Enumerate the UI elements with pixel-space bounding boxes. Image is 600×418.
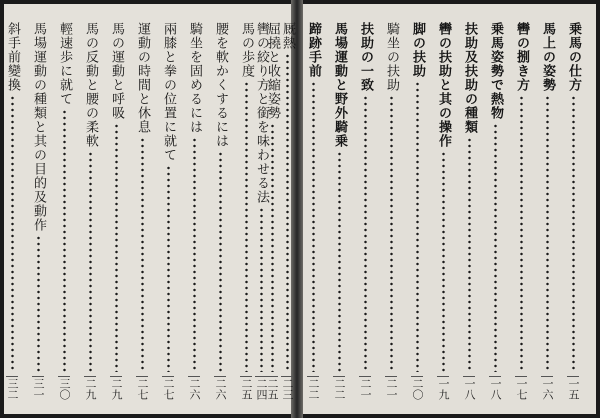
toc-entry-page-number: 二四 (255, 378, 268, 400)
dot-leader (193, 137, 196, 372)
toc-entry (155, 22, 181, 400)
toc-entry-page-number: 二五 (240, 378, 253, 400)
toc-entry (0, 22, 25, 400)
dot-leader (546, 95, 549, 372)
dot-leader (520, 95, 523, 372)
toc-entry (129, 22, 155, 400)
toc-entry (404, 22, 430, 400)
left-toc-list (0, 22, 285, 400)
toc-entry-page-number: 二九 (84, 378, 97, 400)
dot-leader (115, 123, 118, 372)
dot-leader (338, 151, 341, 372)
toc-entry-title: 馬の反動と腰の柔軟 (83, 22, 98, 148)
toc-entry-page-number: 三〇 (58, 378, 71, 400)
toc-entry (181, 22, 207, 400)
dot-leader (286, 53, 289, 372)
toc-entry (456, 22, 482, 400)
dot-leader (468, 137, 471, 372)
toc-entry-page-number: 一九 (437, 378, 450, 400)
toc-entry-title: 馬の運動と呼吸 (109, 22, 124, 120)
toc-entry-page-number: 三一 (32, 378, 45, 400)
toc-entry-page-number: 二九 (110, 378, 123, 400)
toc-entry-page-number: 一七 (515, 378, 528, 400)
toc-entry-title: 輕速歩に就て (57, 22, 72, 106)
toc-entry-title: 馬場運動の種類と其の目的及動作 (31, 22, 46, 232)
toc-entry (560, 22, 586, 400)
toc-entry-page-number: 二五 (266, 378, 279, 400)
toc-entry-title: 轡の捌き方 (514, 22, 529, 92)
toc-entry (482, 22, 508, 400)
toc-entry-title: 轡の扶助と其の操作 (436, 22, 451, 148)
dot-leader (11, 95, 14, 372)
toc-entry-page-number: 二一 (359, 378, 372, 400)
toc-entry (508, 22, 534, 400)
toc-entry-page-number: 二七 (136, 378, 149, 400)
toc-entry-title: 騎坐の扶助 (384, 22, 399, 92)
toc-entry-title: 轡の絞り方と銜を味わせる法 (254, 22, 269, 204)
toc-entry (248, 22, 274, 400)
toc-entry-page-number: 二六 (188, 378, 201, 400)
toc-entry (25, 22, 51, 400)
toc-entry (534, 22, 560, 400)
toc-entry (77, 22, 103, 400)
toc-entry (51, 22, 77, 400)
dot-leader (312, 81, 315, 372)
toc-entry (326, 22, 352, 400)
toc-entry (430, 22, 456, 400)
toc-entry-page-number: 一六 (541, 378, 554, 400)
toc-entry-title: 運動の時間と休息 (135, 22, 150, 134)
toc-entry-title: 騎坐を固めるには (187, 22, 202, 134)
toc-entry-page-number: 二二 (333, 378, 346, 400)
toc-entry-title: 馬の歩度 (239, 22, 254, 78)
toc-entry-title: 厩熱 (280, 22, 295, 50)
toc-entry-page-number: 二二 (307, 378, 320, 400)
dot-leader (442, 151, 445, 372)
dot-leader (416, 81, 419, 372)
toc-entry (103, 22, 129, 400)
toc-entry-title: 脚の扶助 (410, 22, 425, 78)
toc-entry-title: 腰を軟かくするには (213, 22, 228, 148)
dot-leader (364, 95, 367, 372)
toc-entry-title: 乗馬姿勢で熱物 (488, 22, 503, 120)
toc-entry (352, 22, 378, 400)
toc-entry-title: 扶助の一致 (358, 22, 373, 92)
dot-leader (141, 137, 144, 372)
toc-entry-page-number: 一八 (463, 378, 476, 400)
toc-entry-page-number: 二三 (281, 378, 294, 400)
toc-entry-title: 馬上の姿勢 (540, 22, 555, 92)
dot-leader (89, 151, 92, 372)
toc-entry-page-number: 二七 (162, 378, 175, 400)
toc-entry-title: 蹄跡手前 (306, 22, 321, 78)
dot-leader (167, 165, 170, 372)
toc-entry-page-number: 一五 (567, 378, 580, 400)
toc-entry-title: 兩膝と拳の位置に就て (161, 22, 176, 162)
toc-entry-page-number: 一八 (489, 378, 502, 400)
toc-entry-title: 乗馬の仕方 (566, 22, 581, 92)
right-toc-list (248, 22, 586, 400)
dot-leader (37, 235, 40, 372)
toc-entry (207, 22, 233, 400)
dot-leader (572, 95, 575, 372)
dot-leader (260, 207, 263, 372)
toc-entry-page-number: 三二 (6, 378, 19, 400)
toc-entry-page-number: 二〇 (411, 378, 424, 400)
dot-leader (390, 95, 393, 372)
toc-entry (274, 22, 300, 400)
dot-leader (219, 151, 222, 372)
toc-entry-page-number: 二一 (385, 378, 398, 400)
toc-entry-title: 屈撓と收縮姿勢 (265, 22, 280, 120)
toc-entry-title: 馬場運動と野外騎乗 (332, 22, 347, 148)
toc-entry-page-number: 二六 (214, 378, 227, 400)
toc-entry (378, 22, 404, 400)
toc-entry-title: 斜手前變換 (5, 22, 20, 92)
toc-entry (300, 22, 326, 400)
toc-entry-title: 扶助及扶助の種類 (462, 22, 477, 134)
dot-leader (63, 109, 66, 372)
dot-leader (494, 123, 497, 372)
